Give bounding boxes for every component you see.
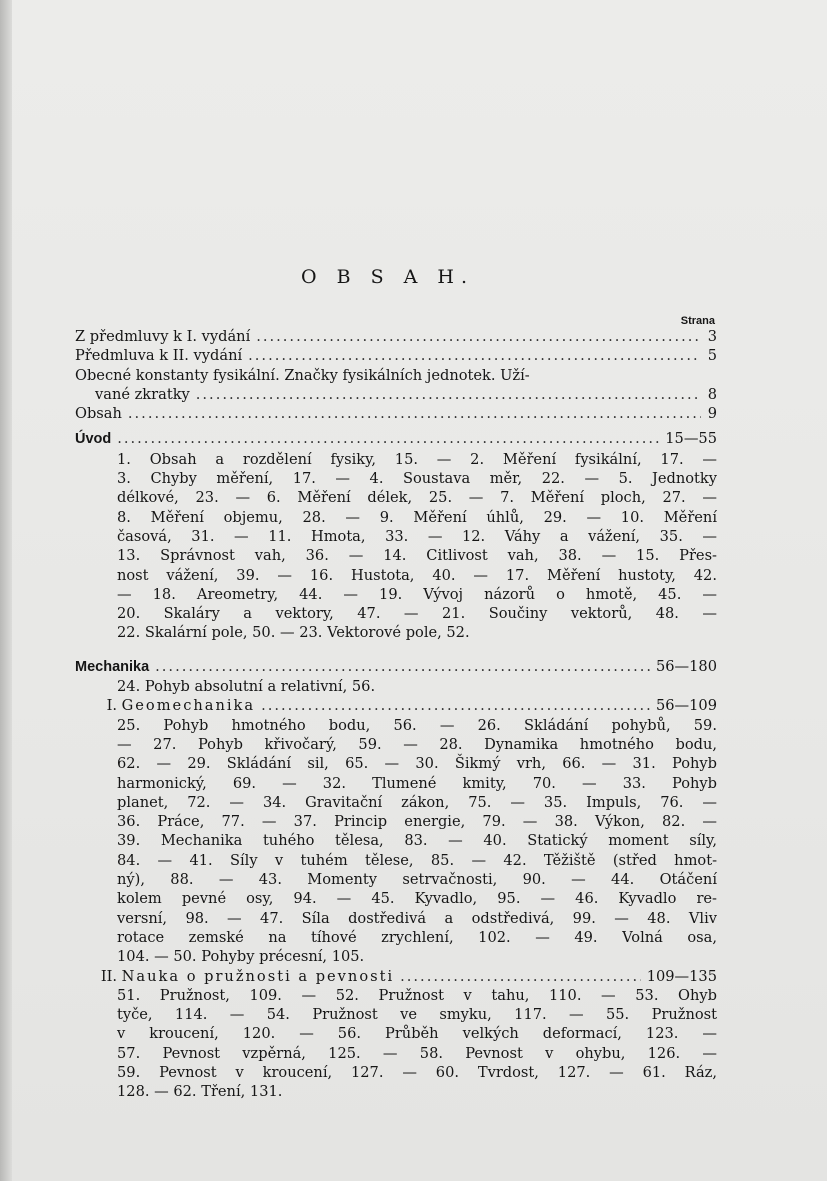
toc-subsection-geomechanika (75, 696, 717, 715)
toc-entry (75, 346, 717, 365)
topic-line: 59. Pevnost v kroucení, 127. — 60. Tvrdost, 127. — 61. Ráz, (117, 1063, 717, 1081)
section-topics (75, 450, 717, 643)
toc-entry-label: Z předmluvy k I. vydání (75, 328, 251, 345)
page-column-label: Strana (680, 315, 715, 327)
topic-line: — 27. Pohyb křivočarý, 59. — 28. Dynamika hmotného bodu, (117, 735, 717, 753)
topic-line: 13. Správnost vah, 36. — 14. Citlivost vah, 38. — 15. Přes- (117, 547, 717, 565)
topic-line: 84. — 41. Síly v tuhém tělese, 85. — 42. Těžiště (střed hmot- (117, 851, 717, 869)
topic-line: časová, 31. — 11. Hmota, 33. — 12. Váhy a vážení, 35. — (117, 527, 717, 545)
toc-entry-label: vané zkratky (95, 385, 190, 403)
topic-line: 128. — 62. Tření, 131. (117, 1083, 283, 1101)
topic-line: 8. Měření objemu, 28. — 9. Měření úhlů, 29. — 10. Měření (117, 508, 717, 526)
toc-section-mechanika (75, 657, 717, 677)
topic-line: nost vážení, 39. — 16. Hustota, 40. — 17. Měření hustoty, 42. (117, 566, 717, 584)
leader-dots (155, 657, 650, 676)
topic-line: 1. Obsah a rozdělení fysiky, 15. — 2. Měření fysikální, 17. — (117, 450, 717, 468)
page-title: O B S A H. (300, 266, 475, 288)
subsection-topics (75, 986, 717, 1102)
topic-line: 20. Skaláry a vektory, 47. — 21. Součiny vektorů, 48. — (117, 605, 717, 623)
leader-dots (400, 967, 641, 986)
topic-line: 25. Pohyb hmotného bodu, 56. — 26. Skládání pohybů, 59. (117, 716, 717, 734)
subsection-numeral: II. (100, 967, 117, 985)
toc-entry (75, 404, 717, 423)
subsection-title: Nauka o pružnosti a pevnosti (121, 967, 395, 985)
section-pages: 15—55 (665, 430, 717, 448)
toc-entry-page: 5 (707, 347, 717, 365)
subsection-pages: 56—109 (655, 697, 717, 715)
leader-dots (196, 385, 701, 404)
topic-line: tyče, 114. — 54. Pružnost ve smyku, 117. — 55. Pružnost (117, 1006, 717, 1024)
toc-entry-label: Obecné konstanty fysikální. Značky fysikálních jednotek. Uží- (75, 366, 530, 384)
topic-line: 51. Pružnost, 109. — 52. Pružnost v tahu, 110. — 53. Ohyb (117, 986, 717, 1004)
topic-line: 39. Mechanika tuhého tělesa, 83. — 40. Statický moment síly, (117, 832, 717, 850)
topic-line: v kroucení, 120. — 56. Průběh velkých deformací, 123. — (117, 1025, 717, 1043)
toc-subsection-pruznost (75, 967, 717, 986)
topic-line: — 18. Areometry, 44. — 19. Vývoj názorů o hmotě, 45. — (117, 585, 717, 603)
subsection-pages: 109—135 (646, 967, 717, 985)
leader-dots (248, 346, 701, 365)
topic-line: kolem pevné osy, 94. — 45. Kyvadlo, 95. — 46. Kyvadlo re- (117, 890, 717, 908)
leader-dots (261, 696, 650, 715)
leader-dots (256, 327, 701, 346)
toc-section-uvod (75, 429, 717, 449)
page-gutter-shadow (0, 0, 12, 1181)
section-topics (75, 677, 717, 696)
toc-entry-page: 3 (707, 328, 717, 345)
topic-line: 3. Chyby měření, 17. — 4. Soustava měr, 22. — 5. Jednotky (117, 470, 717, 488)
topic-line: harmonický, 69. — 32. Tlumené kmity, 70. — 33. Pohyb (117, 774, 717, 792)
topic-line: versní, 98. — 47. Síla dostředivá a odstředivá, 99. — 48. Vliv (117, 909, 717, 927)
topic-line: planet, 72. — 34. Gravitační zákon, 75. — 35. Impuls, 76. — (117, 793, 717, 811)
section-pages: 56—180 (655, 657, 717, 675)
topic-line: rotace zemské na tíhové zrychlení, 102. — 49. Volná osa, (117, 928, 717, 946)
toc-entry-page: 9 (707, 405, 717, 423)
toc-entry-label: Obsah (75, 405, 122, 423)
topic-line: ný), 88. — 43. Momenty setrvačnosti, 90. — 44. Otáčení (117, 871, 717, 889)
leader-dots (128, 404, 701, 423)
topic-line: 36. Práce, 77. — 37. Princip energie, 79. — 38. Výkon, 82. — (117, 813, 717, 831)
topic-line: 24. Pohyb absolutní a relativní, 56. (117, 678, 376, 696)
toc-entry-label: Předmluva k II. vydání (75, 347, 243, 365)
subsection-topics (75, 716, 717, 967)
topic-line: délkové, 23. — 6. Měření délek, 25. — 7. Měření ploch, 27. — (117, 489, 717, 507)
topic-line: 57. Pevnost vzpěrná, 125. — 58. Pevnost v ohybu, 126. — (117, 1044, 717, 1062)
topic-line: 22. Skalární pole, 50. — 23. Vektorové pole, 52. (117, 624, 470, 642)
leader-dots (117, 429, 659, 448)
subsection-numeral: I. (106, 697, 117, 715)
subsection-title: Geomechanika (121, 697, 256, 715)
section-title: Mechanika (75, 658, 150, 675)
toc-entry-page: 8 (707, 385, 717, 403)
toc-entry (75, 327, 717, 346)
section-title: Úvod (75, 431, 112, 448)
table-of-contents (75, 327, 717, 1102)
topic-line: 62. — 29. Skládání sil, 65. — 30. Šikmý vrh, 66. — 31. Pohyb (117, 755, 717, 773)
toc-entry (75, 385, 717, 404)
topic-line: 104. — 50. Pohyby précesní, 105. (117, 948, 365, 966)
